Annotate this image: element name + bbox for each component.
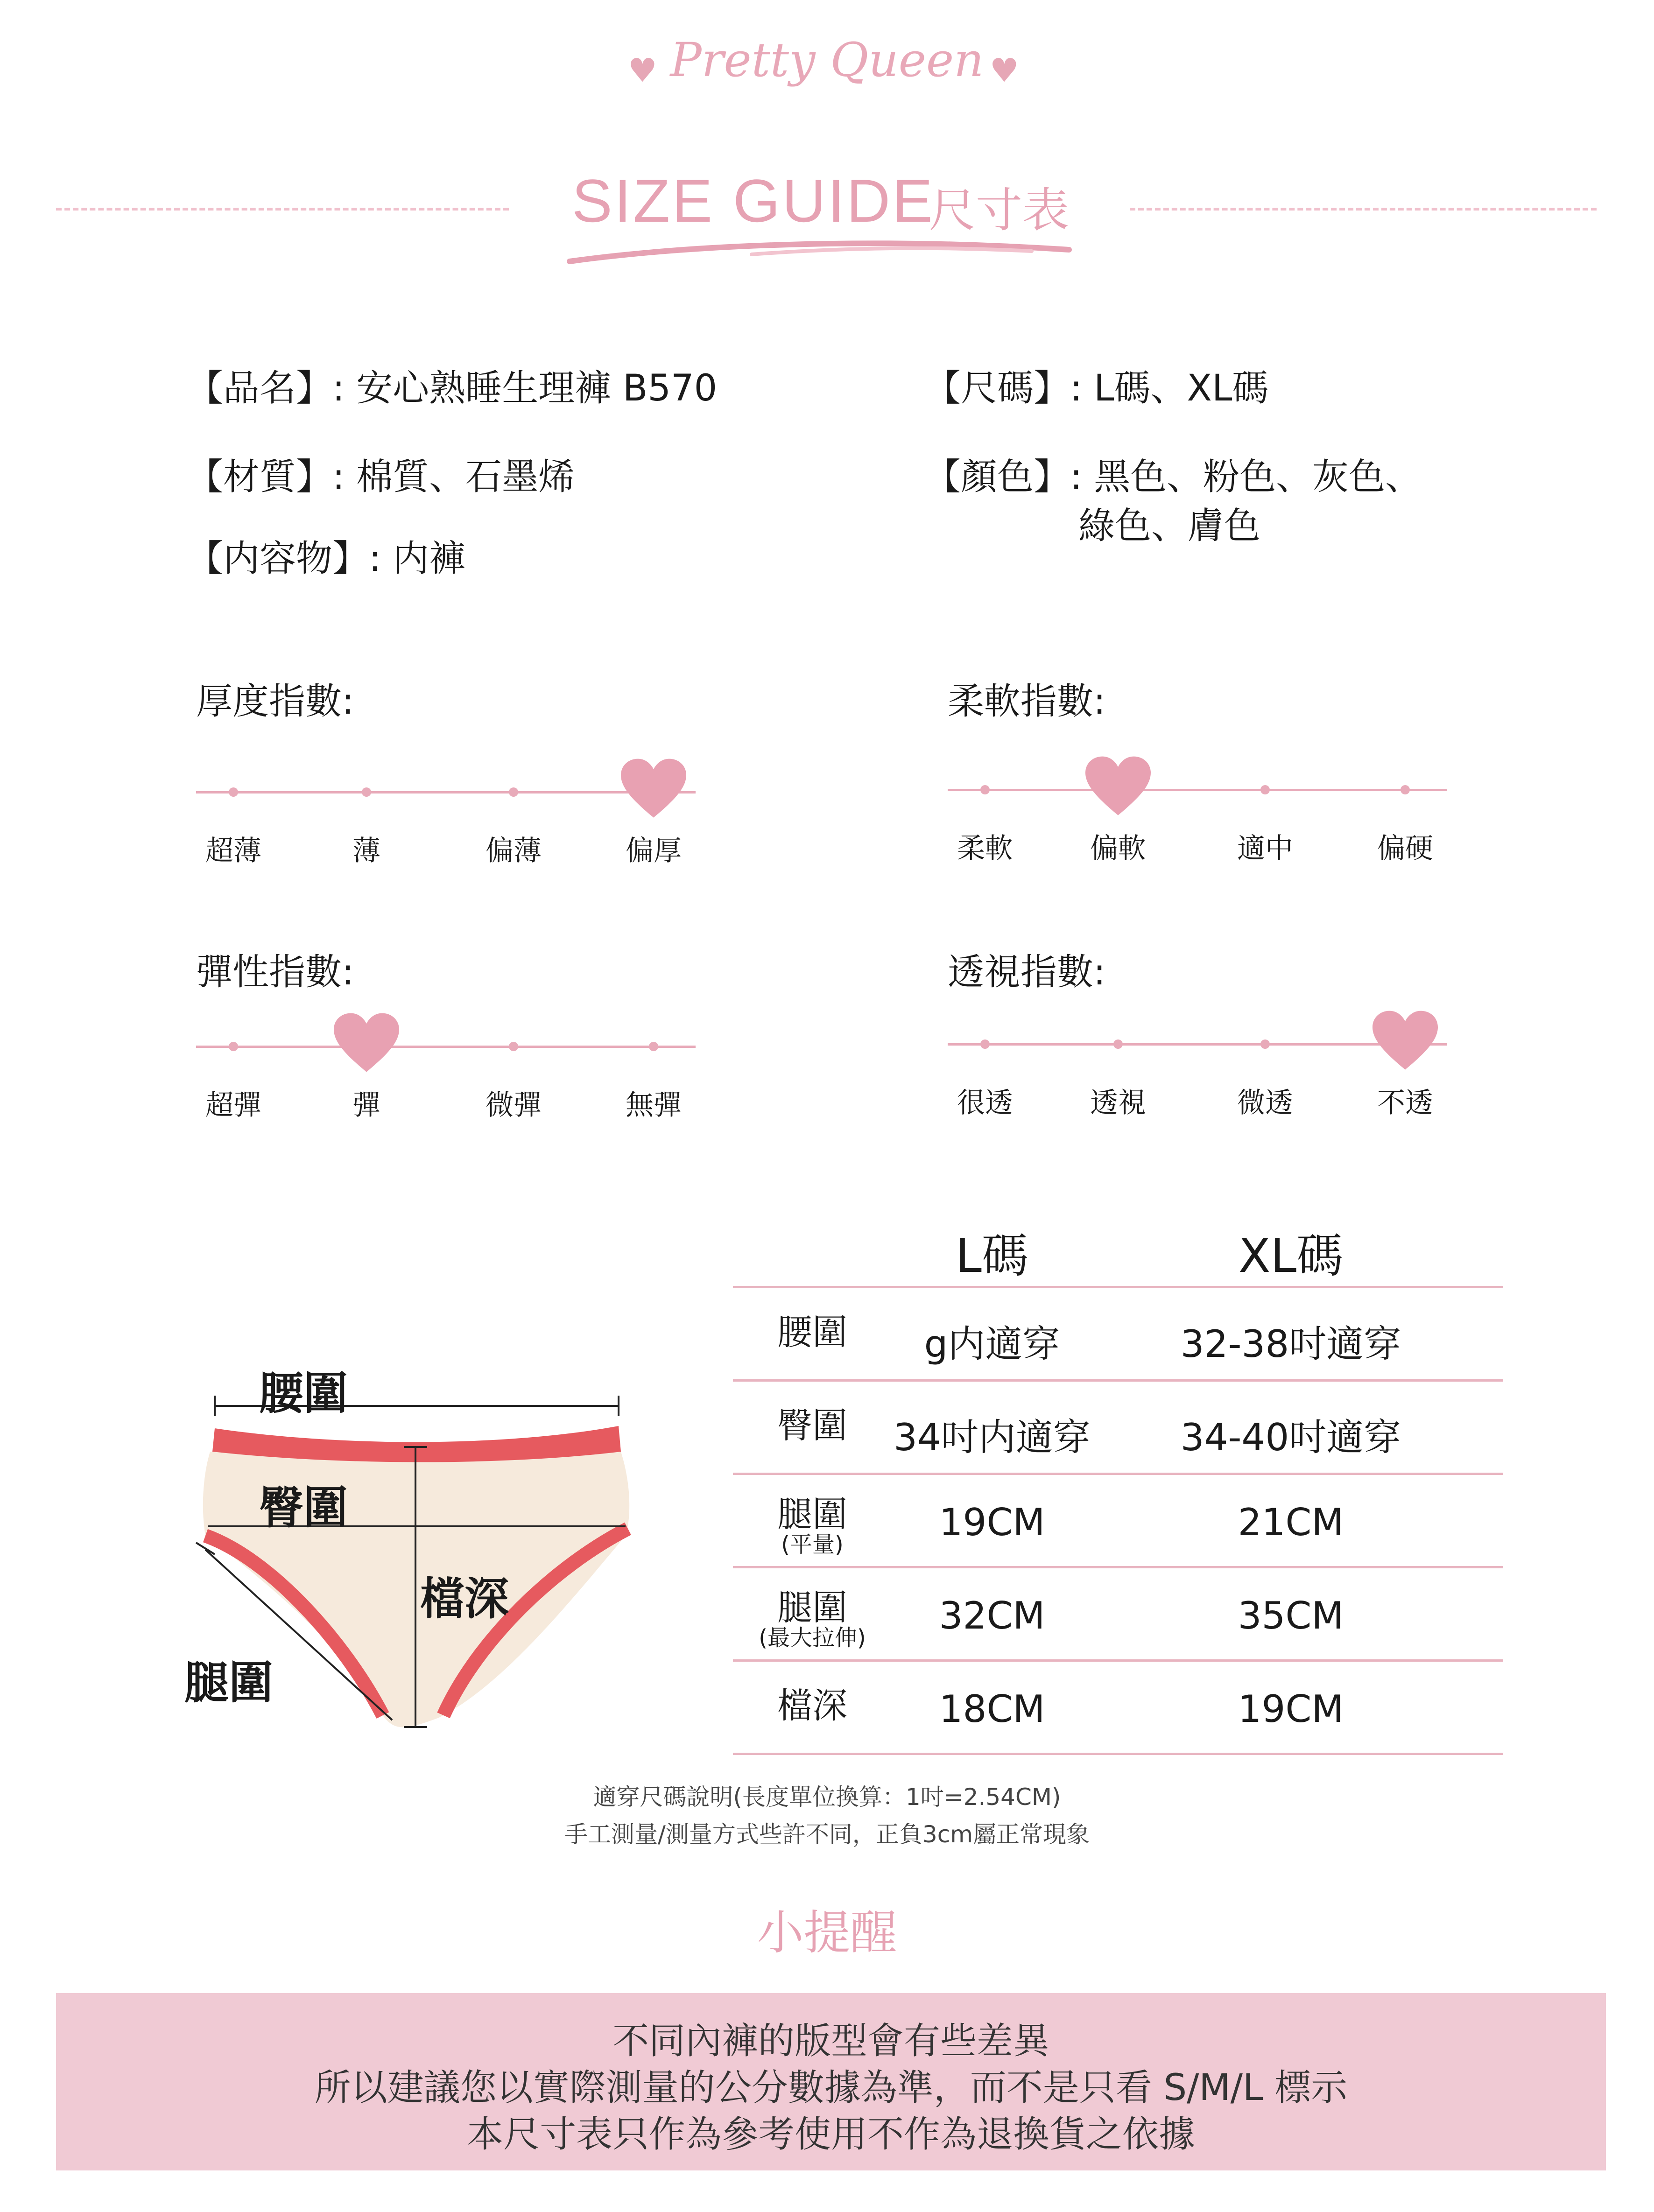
- index-label: 不透: [1377, 1087, 1433, 1119]
- table-divider: [733, 1566, 1503, 1568]
- index-dot: [980, 785, 990, 794]
- index-label: 適中: [1237, 832, 1293, 865]
- index-dot: [362, 787, 371, 797]
- index-label: 很透: [957, 1087, 1013, 1119]
- reminder-line-1: 不同內褲的版型會有些差異: [612, 2020, 1049, 2062]
- reminder-line-3: 本尺寸表只作為參考使用不作為退換貨之依據: [466, 2114, 1195, 2156]
- measure-note: 手工測量/測量方式些許不同，正負3cm屬正常現象: [564, 1821, 1090, 1848]
- selected-heart-icon: [1372, 1011, 1438, 1071]
- index-label: 微彈: [486, 1089, 542, 1122]
- index-label: 偏軟: [1090, 832, 1146, 865]
- heart-icon: ♥: [628, 51, 657, 90]
- table-cell-xl: 32-38吋適穿: [1180, 1322, 1401, 1366]
- table-divider: [733, 1473, 1503, 1475]
- index-dot: [229, 1042, 238, 1051]
- selected-heart-icon: [1085, 756, 1151, 817]
- index-label: 超薄: [205, 835, 261, 867]
- divider: [1130, 208, 1597, 211]
- index-dot: [1113, 1039, 1123, 1049]
- index-label: 偏薄: [486, 835, 542, 867]
- product-colors-cont: 綠色、膚色: [1078, 505, 1261, 547]
- diagram-label-hip: 臀圍: [259, 1482, 348, 1534]
- table-cell-l: g内適穿: [924, 1322, 1060, 1366]
- diagram-label-rise: 檔深: [420, 1573, 509, 1625]
- table-cell-l: 18CM: [939, 1687, 1045, 1731]
- index-label: 超彈: [205, 1089, 261, 1122]
- index-dot: [509, 787, 518, 797]
- diagram-label-waist: 腰圍: [259, 1368, 348, 1419]
- index-label: 透視: [1090, 1087, 1146, 1119]
- table-cell-l: 19CM: [939, 1501, 1045, 1544]
- selected-heart-icon: [334, 1013, 399, 1074]
- product-material: 【材質】: 棉質、石墨烯: [187, 456, 575, 498]
- index-label: 微透: [1237, 1087, 1293, 1119]
- table-row-label: 腿圍 (平量): [777, 1494, 847, 1558]
- index-dot: [509, 1042, 518, 1051]
- product-sizes: 【尺碼】: L碼、XL碼: [924, 367, 1269, 409]
- index-title: 透視指數:: [948, 951, 1106, 993]
- table-cell-xl: 35CM: [1238, 1594, 1344, 1637]
- divider: [56, 208, 509, 211]
- table-row-label: 臀圍: [777, 1405, 847, 1446]
- table-row-label: 腰圍: [777, 1312, 847, 1353]
- index-scale-line: [948, 789, 1447, 791]
- table-divider: [733, 1659, 1503, 1662]
- table-cell-xl: 19CM: [1238, 1687, 1344, 1731]
- index-dot: [980, 1039, 990, 1049]
- table-cell-l: 34吋内適穿: [894, 1416, 1091, 1459]
- table-row-label: 腿圍 (最大拉伸): [759, 1587, 866, 1651]
- column-header-l: L碼: [956, 1229, 1028, 1283]
- index-dot: [1260, 1039, 1270, 1049]
- underline-stroke: [565, 233, 1078, 271]
- page-title-zh: 尺寸表: [929, 183, 1069, 238]
- index-dot: [1260, 785, 1270, 794]
- index-dot: [649, 1042, 658, 1051]
- index-label: 無彈: [626, 1089, 682, 1122]
- heart-icon: ♥: [990, 51, 1019, 90]
- diagram-label-thigh: 腿圍: [184, 1657, 274, 1709]
- brand-logo: Pretty Queen: [670, 33, 984, 87]
- index-dot: [229, 787, 238, 797]
- table-cell-xl: 21CM: [1238, 1501, 1344, 1544]
- index-label: 偏硬: [1377, 832, 1433, 865]
- index-scale-line: [196, 1046, 696, 1048]
- table-cell-xl: 34-40吋適穿: [1180, 1416, 1401, 1459]
- table-divider: [733, 1753, 1503, 1755]
- index-label: 柔軟: [957, 832, 1013, 865]
- reminder-line-2: 所以建議您以實際測量的公分數據為準，而不是只看 S/M/L 標示: [314, 2067, 1348, 2109]
- reminder-title: 小提醒: [757, 1905, 897, 1960]
- table-divider: [733, 1379, 1503, 1382]
- column-header-xl: XL碼: [1238, 1229, 1344, 1283]
- index-label: 偏厚: [626, 835, 682, 867]
- product-name: 【品名】: 安心熟睡生理褲 B570: [187, 367, 718, 409]
- index-title: 厚度指數:: [196, 681, 354, 723]
- selected-heart-icon: [621, 758, 686, 819]
- index-title: 彈性指數:: [196, 951, 354, 993]
- table-row-label: 檔深: [777, 1685, 847, 1726]
- page-title: SIZE GUIDE: [572, 167, 935, 235]
- index-label: 彈: [352, 1089, 380, 1122]
- table-divider: [733, 1286, 1503, 1288]
- index-label: 薄: [352, 835, 380, 867]
- reminder-box: [56, 1993, 1606, 2170]
- size-note: 適穿尺碼說明(長度單位換算：1吋=2.54CM): [593, 1784, 1061, 1811]
- product-colors: 【顏色】: 黑色、粉色、灰色、: [924, 456, 1422, 498]
- index-title: 柔軟指數:: [948, 681, 1106, 723]
- table-cell-l: 32CM: [939, 1594, 1045, 1637]
- index-dot: [1401, 785, 1410, 794]
- product-contents: 【内容物】: 内褲: [187, 538, 466, 580]
